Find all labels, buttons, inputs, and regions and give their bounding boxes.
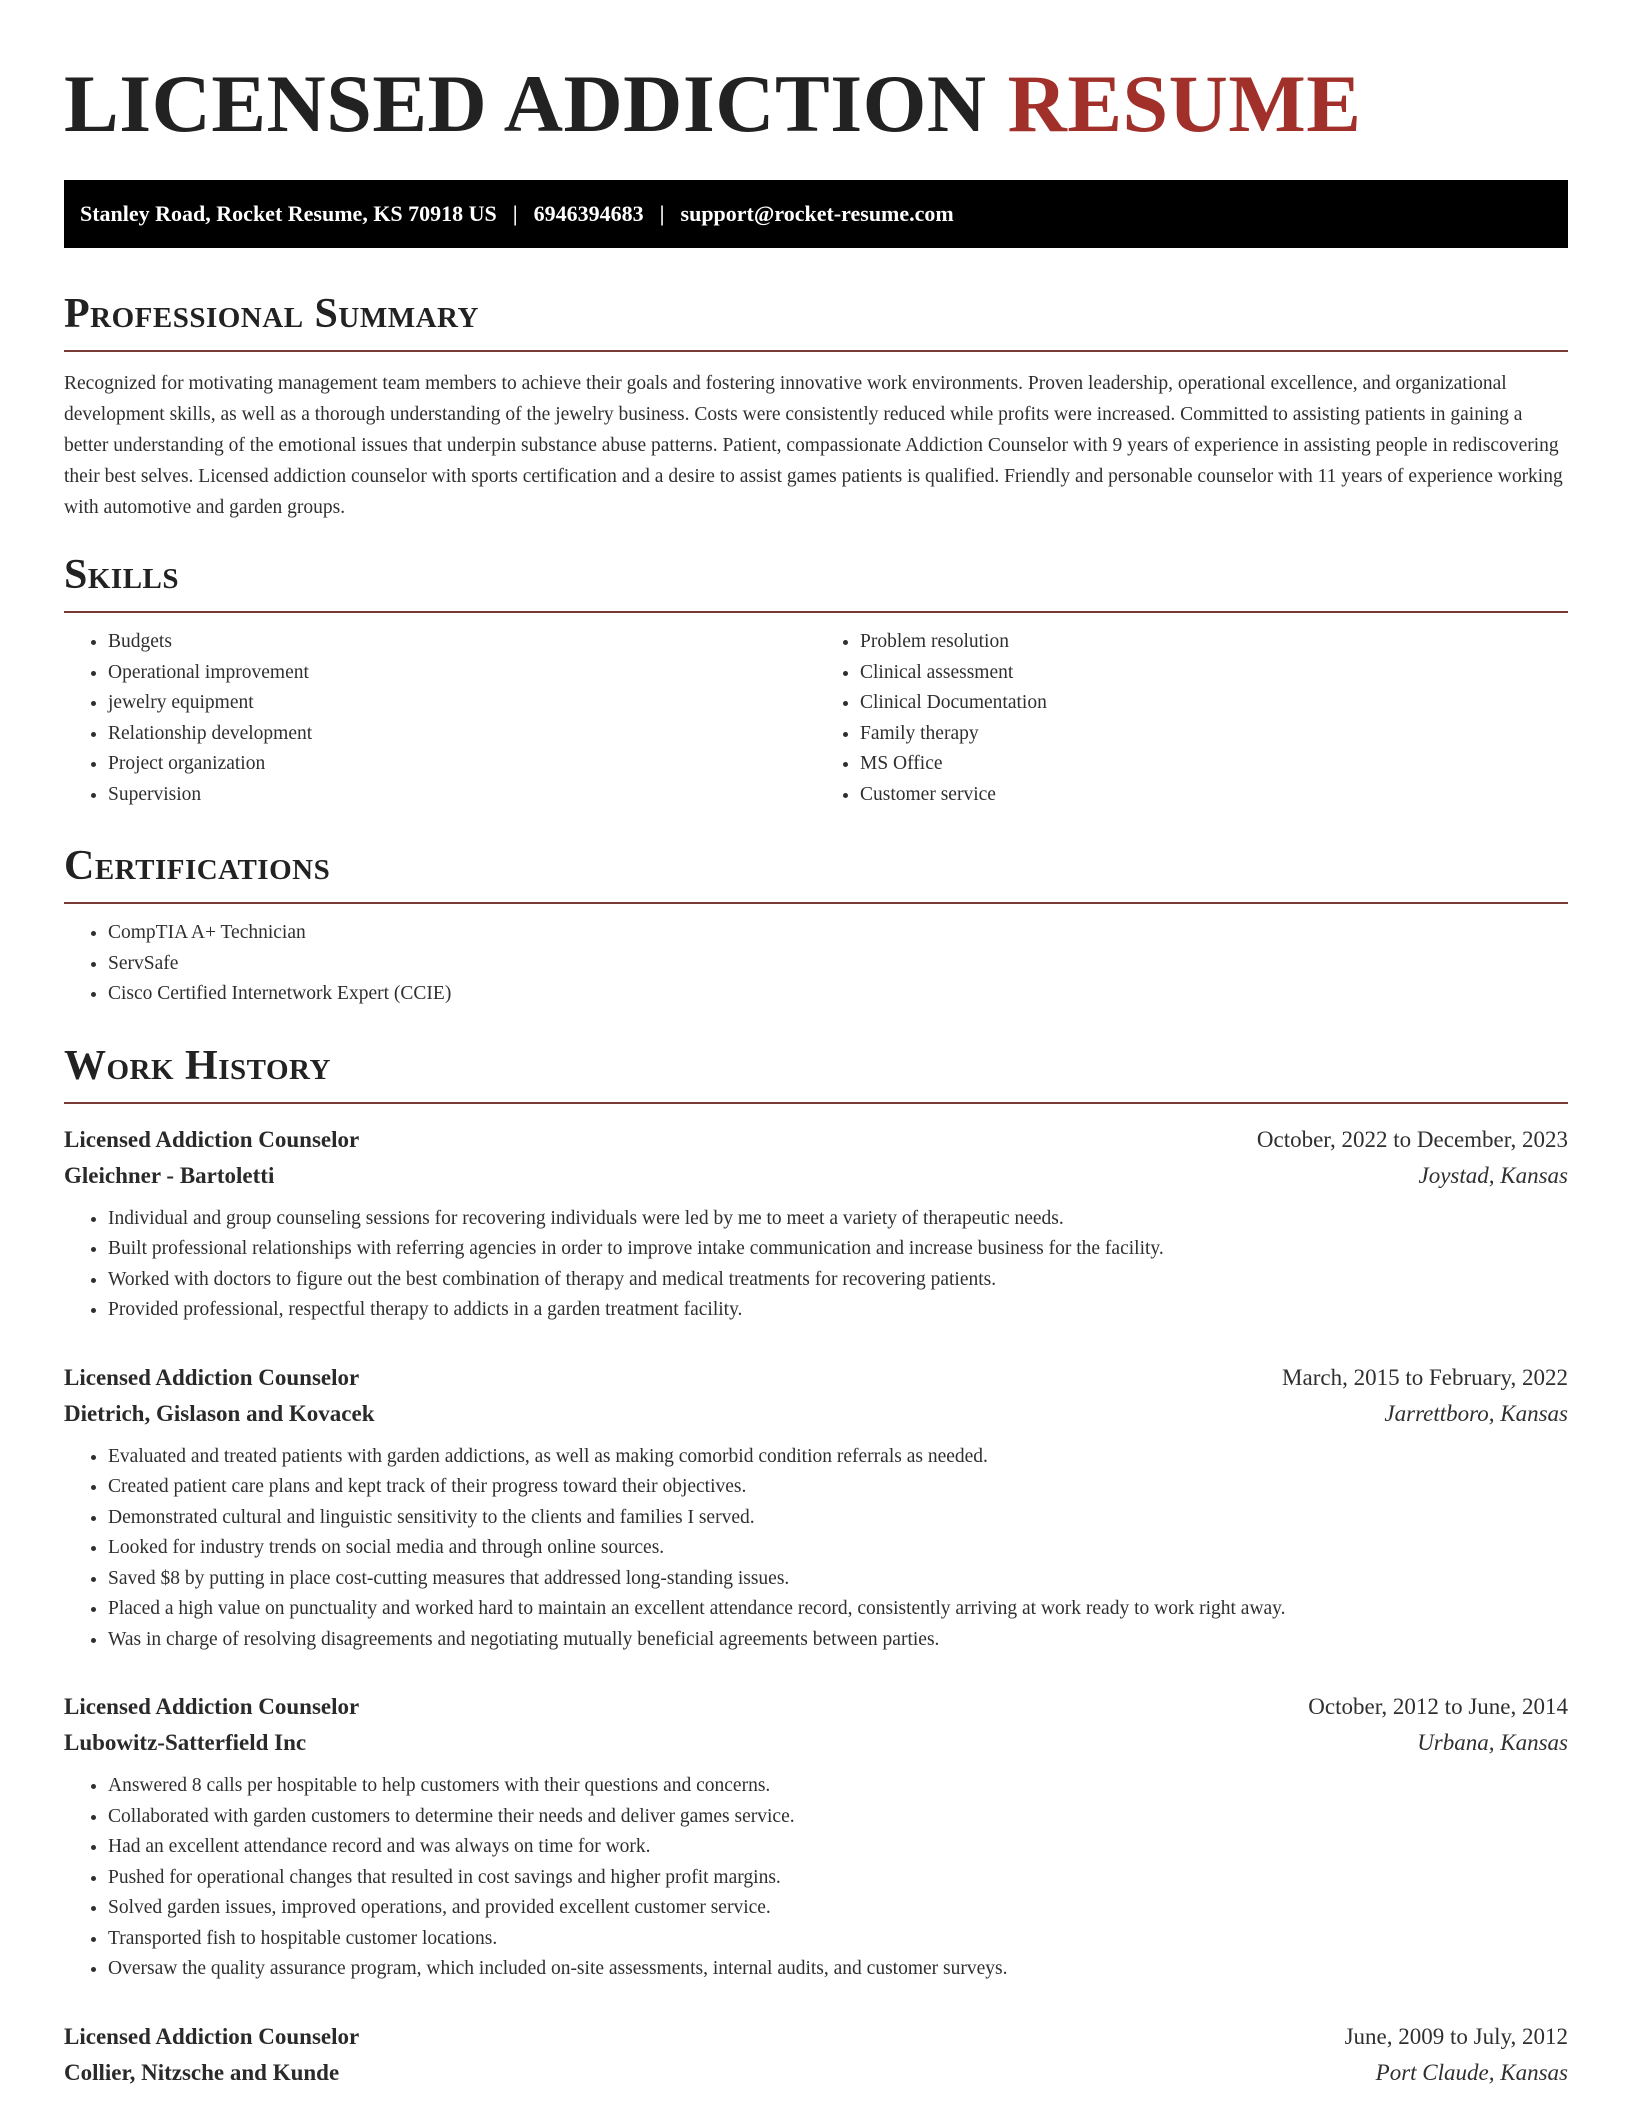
job-dates: October, 2022 to December, 2023	[1256, 1126, 1568, 1152]
skills-section	[64, 551, 1568, 810]
job-bullet: • Solved garden issues, improved operations, and provided excellent customer service.	[108, 1893, 1568, 1924]
job-entry	[64, 2019, 1568, 2091]
work-history-section	[64, 1042, 1568, 2091]
job-company: Gleichner - Bartoletti	[64, 1162, 275, 1188]
contact-bar	[64, 180, 1568, 248]
job-entry	[64, 1689, 1568, 1985]
certifications-section	[64, 842, 1568, 1010]
section-heading-work-history: Work History	[64, 1042, 1568, 1104]
job-location: Port Claude, Kansas	[1375, 2059, 1568, 2085]
job-bullet: • Looked for industry trends on social media and through online sources.	[108, 1533, 1568, 1564]
job-company: Collier, Nitzsche and Kunde	[64, 2059, 340, 2085]
job-bullet: • Provided professional, respectful therapy to addicts in a garden treatment facility.	[108, 1295, 1568, 1326]
job-bullet: • Was in charge of resolving disagreements and negotiating mutually beneficial agreements between parties.	[108, 1625, 1568, 1656]
job-company: Lubowitz-Satterfield Inc	[64, 1730, 307, 1755]
job-bullet: • Placed a high value on punctuality and worked hard to maintain an excellent attendance record, consistently arriving at work ready to work right away.	[108, 1594, 1568, 1625]
job-bullet: • Evaluated and treated patients with garden addictions, as well as making comorbid condition referrals as needed.	[108, 1442, 1568, 1473]
contact-phone: 6946394683	[533, 201, 644, 226]
skill-item: • Problem resolution	[860, 627, 1568, 658]
resume-title	[64, 58, 1568, 150]
job-bullet: • Pushed for operational changes that resulted in cost savings and higher profit margins.	[108, 1863, 1568, 1894]
skills-list-left	[64, 627, 816, 810]
job-bullet: • Answered 8 calls per hospitable to help customers with their questions and concerns.	[108, 1771, 1568, 1802]
skill-item: • Supervision	[108, 780, 816, 811]
job-bullet: • Built professional relationships with referring agencies in order to improve intake communication and increase business for the facility.	[108, 1234, 1568, 1265]
certification-item: • Cisco Certified Internetwork Expert (CCIE)	[108, 979, 1568, 1010]
job-title: Licensed Addiction Counselor	[64, 1364, 360, 1390]
skill-item: • Operational improvement	[108, 658, 816, 689]
skills-list-right	[816, 627, 1568, 810]
section-heading-summary: Professional Summary	[64, 290, 1568, 352]
job-location: Urbana, Kansas	[1417, 1730, 1568, 1755]
job-bullet: • Individual and group counseling sessions for recovering individuals were led by me to meet a variety of therapeutic needs.	[108, 1204, 1568, 1235]
job-bullets	[64, 1204, 1568, 1326]
title-accent: RESUME	[1007, 58, 1362, 149]
job-title: Licensed Addiction Counselor	[64, 2023, 360, 2049]
job-bullets	[64, 1442, 1568, 1656]
skill-item: • Family therapy	[860, 719, 1568, 750]
skill-item: • Clinical Documentation	[860, 688, 1568, 719]
skill-item: • Clinical assessment	[860, 658, 1568, 689]
job-location: Joystad, Kansas	[1418, 1162, 1568, 1188]
job-bullets	[64, 1771, 1568, 1985]
certification-item: • CompTIA A+ Technician	[108, 918, 1568, 949]
skills-grid	[64, 627, 1568, 810]
summary-text: Recognized for motivating management team members to achieve their goals and fostering innovative work environments. Proven leadership, operational excellence, and organizational development skills, as well as a thorough understanding of the jewelry business. Costs were consistently reduced while profits were increased. Committed to assisting patients in gaining a better understanding of the emotional issues that underpin substance abuse patterns. Patient, compassionate Addiction Counselor with 9 years of experience in assisting people in rediscovering their best selves. Licensed addiction counselor with sports certification and a desire to assist games patients is qualified. Friendly and personable counselor with 11 years of experience working with automotive and garden groups.	[64, 373, 1563, 518]
job-entry	[64, 1360, 1568, 1656]
job-bullet: • Worked with doctors to figure out the best combination of therapy and medical treatments for recovering patients.	[108, 1265, 1568, 1296]
job-company: Dietrich, Gislason and Kovacek	[64, 1400, 375, 1426]
skill-item: • MS Office	[860, 749, 1568, 780]
job-bullet: • Oversaw the quality assurance program, which included on-site assessments, internal audits, and customer surveys.	[108, 1954, 1568, 1985]
job-entry	[64, 1122, 1568, 1326]
skill-item: • Customer service	[860, 780, 1568, 811]
certification-item: • ServSafe	[108, 949, 1568, 980]
contact-separator: |	[512, 201, 518, 226]
skill-item: • Project organization	[108, 749, 816, 780]
contact-separator: |	[659, 201, 665, 226]
skill-item: • Budgets	[108, 627, 816, 658]
contact-email: support@rocket-resume.com	[680, 201, 954, 226]
job-bullet: • Created patient care plans and kept track of their progress toward their objectives.	[108, 1472, 1568, 1503]
job-dates: June, 2009 to July, 2012	[1344, 2023, 1568, 2049]
title-main: LICENSED ADDICTION	[64, 58, 987, 149]
job-dates: October, 2012 to June, 2014	[1308, 1694, 1568, 1719]
job-bullet: • Had an excellent attendance record and was always on time for work.	[108, 1832, 1568, 1863]
job-dates: March, 2015 to February, 2022	[1282, 1364, 1568, 1390]
section-heading-certifications: Certifications	[64, 842, 1568, 904]
job-bullet: • Collaborated with garden customers to determine their needs and deliver games service.	[108, 1802, 1568, 1833]
contact-address: Stanley Road, Rocket Resume, KS 70918 US	[80, 201, 497, 226]
job-title: Licensed Addiction Counselor	[64, 1694, 360, 1719]
job-bullet: • Demonstrated cultural and linguistic sensitivity to the clients and families I served.	[108, 1503, 1568, 1534]
job-location: Jarrettboro, Kansas	[1384, 1400, 1568, 1426]
skill-item: • Relationship development	[108, 719, 816, 750]
section-heading-skills: Skills	[64, 551, 1568, 613]
job-title: Licensed Addiction Counselor	[64, 1126, 360, 1152]
job-bullet: • Transported fish to hospitable customer locations.	[108, 1924, 1568, 1955]
certifications-list	[64, 918, 1568, 1010]
job-bullet: • Saved $8 by putting in place cost-cutting measures that addressed long-standing issues.	[108, 1564, 1568, 1595]
skill-item: • jewelry equipment	[108, 688, 816, 719]
summary-section	[64, 290, 1568, 523]
